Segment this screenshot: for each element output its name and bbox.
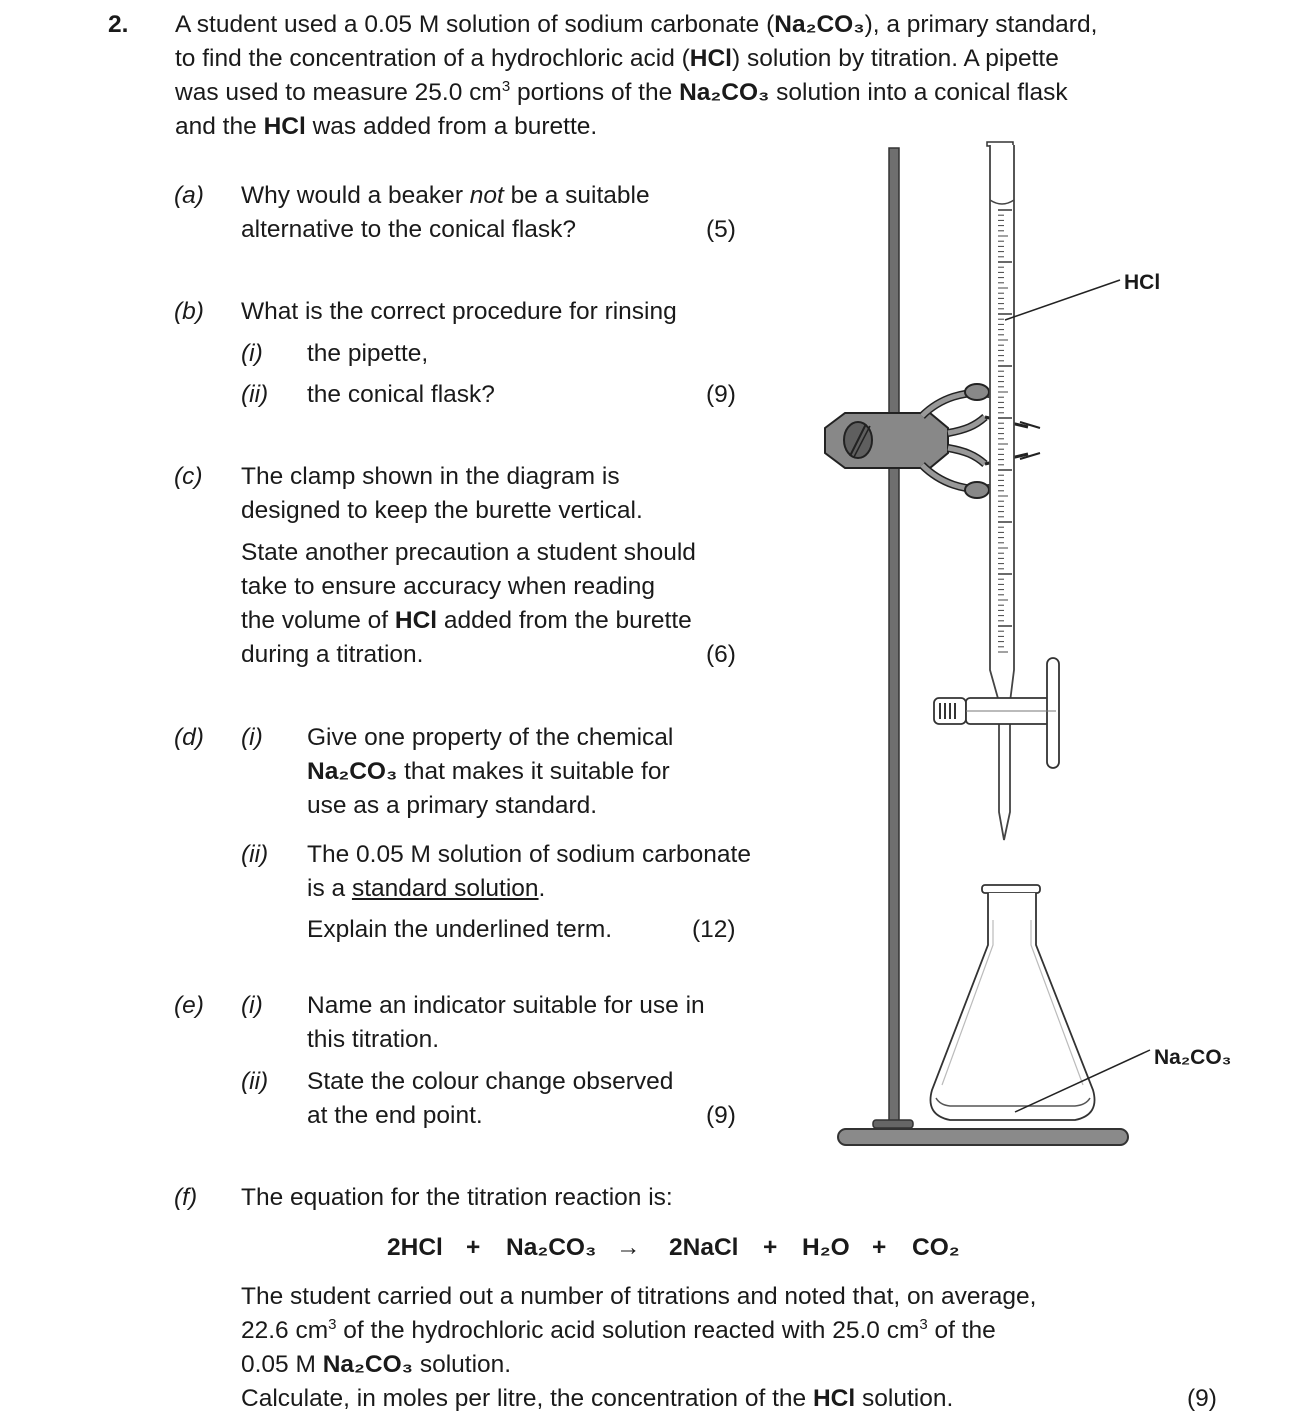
part-c-line-6: during a titration.: [241, 641, 424, 668]
intro-line-1: A student used a 0.05 M solution of sodium carbonate (Na₂CO₃), a primary standard,: [175, 11, 1098, 38]
part-d-ii-line-1: The 0.05 M solution of sodium carbonate: [307, 841, 751, 868]
equation-product-h2o: H₂O: [802, 1234, 850, 1261]
part-c-line-4: take to ensure accuracy when reading: [241, 573, 656, 600]
intro-line-4: and the HCl was added from a burette.: [175, 113, 598, 140]
equation-plus: +: [872, 1234, 887, 1261]
burette: [987, 142, 1014, 840]
hcl-leader-line: [1005, 280, 1120, 320]
intro-line-3: was used to measure 25.0 $cm^3$ portions of the Na₂CO₃ solution into a conical flask: [175, 78, 1068, 106]
part-e-marks: (9): [706, 1102, 736, 1129]
part-c-line-1: The clamp shown in the diagram is: [241, 463, 620, 490]
equation-product-co2: CO₂: [912, 1234, 960, 1261]
part-b-line-1: What is the correct procedure for rinsing: [241, 298, 677, 325]
equation-plus: +: [466, 1234, 481, 1261]
label-hcl: HCl: [1124, 271, 1161, 294]
stand-base: [838, 1129, 1128, 1145]
part-a-line-2: alternative to the conical flask?: [241, 216, 577, 243]
intro-line-2: to find the concentration of a hydrochloric acid (HCl) solution by titration. A pipette: [175, 45, 1059, 72]
part-f-line-4: 0.05 M Na₂CO₃ solution.: [241, 1351, 512, 1378]
equation-product-nacl: 2NaCl: [669, 1234, 739, 1261]
equation-reactant-na2co3: Na₂CO₃: [506, 1234, 597, 1261]
part-b-label: (b): [174, 298, 204, 325]
question-number: 2.: [108, 11, 129, 38]
part-d-i-label: (i): [241, 724, 263, 751]
part-e-ii-line-2: at the end point.: [307, 1102, 483, 1129]
part-d-label: (d): [174, 724, 204, 751]
part-f-line-3: 22.6 $cm^3$ of the hydrochloric acid solution reacted with 25.0 $cm^3$ of the: [241, 1316, 996, 1344]
part-d-i-line-2: Na₂CO₃ that makes it suitable for: [307, 758, 670, 785]
part-f-line-1: The equation for the titration reaction is:: [241, 1184, 673, 1211]
part-a-marks: (5): [706, 216, 736, 243]
stand-rod: [889, 148, 899, 1133]
part-f-label: (f): [174, 1184, 198, 1211]
part-f-line-5: Calculate, in moles per litre, the concentration of the HCl solution.: [241, 1385, 954, 1412]
part-f-marks: (9): [1187, 1385, 1217, 1412]
part-b-i-text: the pipette,: [307, 340, 429, 367]
equation-reactant-hcl: 2HCl: [387, 1234, 443, 1261]
equation-arrow: →: [616, 1234, 641, 1261]
part-d-i-line-3: use as a primary standard.: [307, 792, 598, 819]
reaction-equation: [0, 1231, 1316, 1265]
part-c-label: (c): [174, 463, 203, 490]
label-na2co3: Na₂CO₃: [1154, 1046, 1232, 1069]
part-c-line-5: the volume of HCl added from the burette: [241, 607, 692, 634]
part-c-line-3: State another precaution a student should: [241, 539, 696, 566]
part-d-ii-label: (ii): [241, 841, 269, 868]
part-d-ii-line-2: is a standard solution.: [307, 875, 546, 902]
part-e-i-line-2: this titration.: [307, 1026, 440, 1053]
part-b-ii-label: (ii): [241, 381, 269, 408]
part-c-line-2: designed to keep the burette vertical.: [241, 497, 643, 524]
part-a-label: (a): [174, 182, 204, 209]
part-b-marks: (9): [706, 381, 736, 408]
part-b-ii-text: the conical flask?: [307, 381, 495, 408]
part-d-ii-line-3: Explain the underlined term.: [307, 916, 613, 943]
part-e-ii-label: (ii): [241, 1068, 269, 1095]
part-e-i-line-1: Name an indicator suitable for use in: [307, 992, 705, 1019]
part-c-marks: (6): [706, 641, 736, 668]
conical-flask: [930, 885, 1094, 1120]
part-e-i-label: (i): [241, 992, 263, 1019]
stopcock-tap: [1047, 658, 1059, 768]
part-d-marks: (12): [692, 916, 736, 943]
underlined-term: standard solution: [351, 875, 539, 902]
equation-plus: +: [763, 1234, 778, 1261]
part-d-i-line-1: Give one property of the chemical: [307, 724, 674, 751]
titration-apparatus-diagram: [800, 130, 1260, 1150]
part-b-i-label: (i): [241, 340, 263, 367]
part-e-label: (e): [174, 992, 204, 1019]
part-e-ii-line-1: State the colour change observed: [307, 1068, 674, 1095]
part-f-line-2: The student carried out a number of titrations and noted that, on average,: [241, 1283, 1037, 1310]
part-a-line-1: Why would a beaker not be a suitable: [241, 182, 650, 209]
